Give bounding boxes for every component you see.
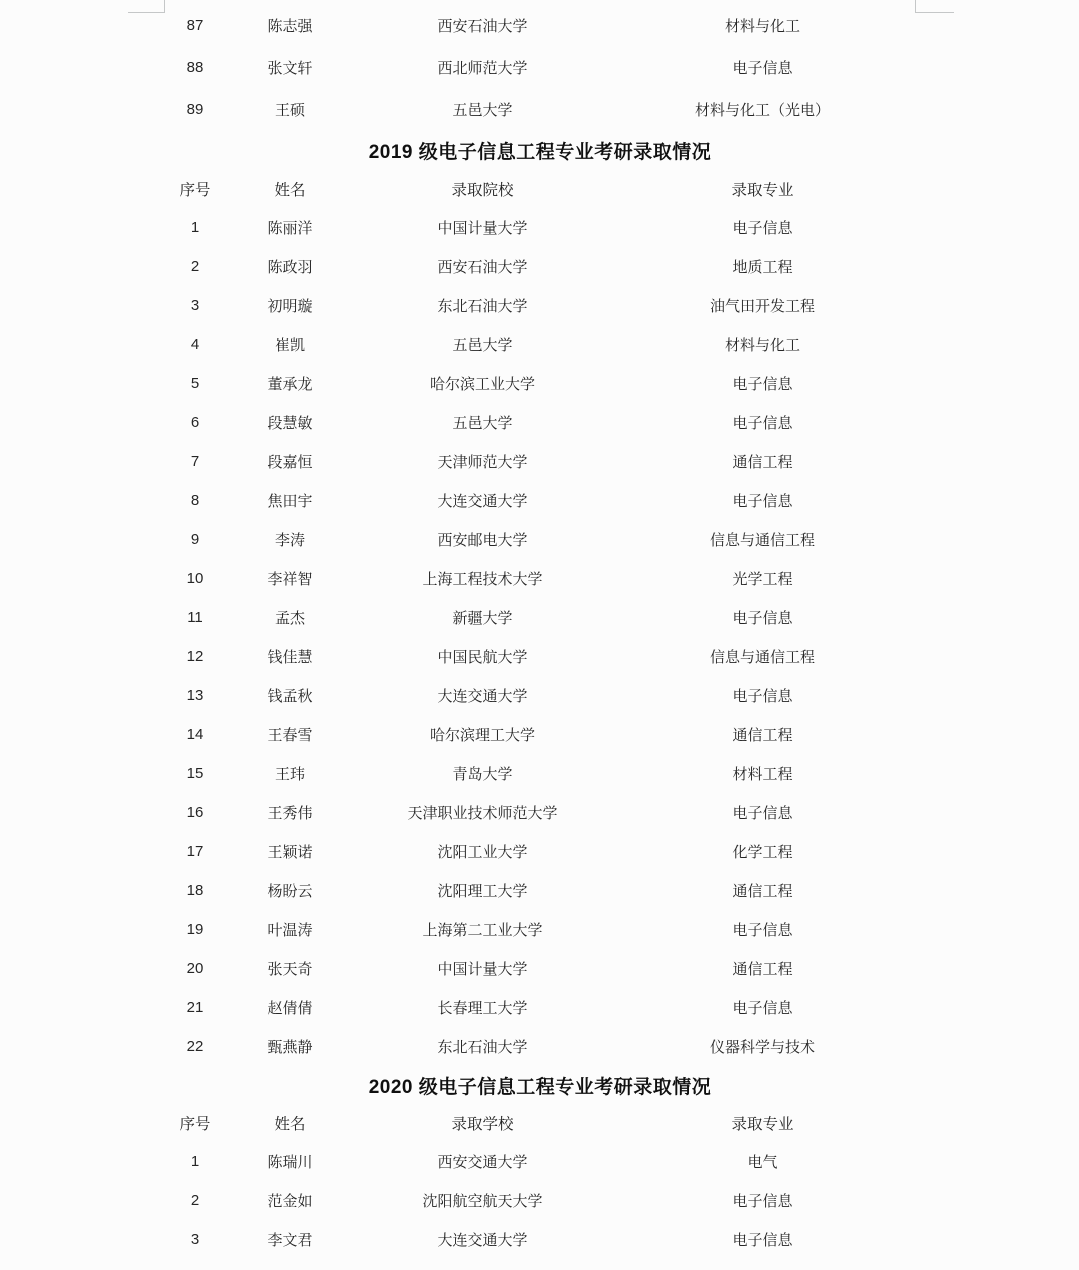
cell-admitted-school: 大连交通大学 (437, 1232, 528, 1249)
header-admitted-school: 录取学校 (451, 1116, 514, 1133)
cell-admitted-major: 光学工程 (732, 571, 793, 588)
cell-student-name: 钱佳慧 (267, 649, 313, 666)
table-row (165, 910, 915, 949)
table-row (165, 1220, 915, 1259)
cell-admitted-school: 西安邮电大学 (437, 532, 528, 549)
table-row (165, 481, 915, 520)
cell-student-name: 甄燕静 (267, 1039, 313, 1056)
header-serial-number: 序号 (179, 182, 211, 199)
cell-student-name: 叶温涛 (267, 922, 313, 939)
cell-serial-number: 88 (186, 58, 204, 76)
cell-student-name: 赵倩倩 (267, 1000, 313, 1017)
cell-serial-number: 2 (190, 1192, 200, 1209)
cell-admitted-major: 材料工程 (732, 766, 793, 783)
table-row (165, 442, 915, 481)
cell-admitted-school: 长春理工大学 (437, 1000, 528, 1017)
table-row (165, 598, 915, 637)
cell-admitted-major: 化学工程 (732, 844, 793, 861)
cell-serial-number: 14 (186, 726, 204, 743)
cell-admitted-major: 电子信息 (732, 1000, 793, 1017)
cell-admitted-school: 中国计量大学 (437, 961, 528, 978)
cell-admitted-major: 电子信息 (732, 220, 793, 237)
cell-student-name: 段嘉恒 (267, 454, 313, 471)
cell-serial-number: 6 (190, 414, 200, 431)
table-row (165, 637, 915, 676)
cell-student-name: 陈政羽 (267, 259, 313, 276)
cell-admitted-major: 电子信息 (732, 922, 793, 939)
cell-admitted-major: 信息与通信工程 (709, 649, 815, 666)
cell-admitted-school: 天津师范大学 (437, 454, 528, 471)
cell-serial-number: 5 (190, 375, 200, 392)
table-row (165, 871, 915, 910)
cell-admitted-school: 五邑大学 (452, 337, 513, 354)
cell-student-name: 王春雪 (267, 727, 313, 744)
table-row (165, 46, 915, 88)
table-row (165, 364, 915, 403)
cell-admitted-school: 五邑大学 (452, 415, 513, 432)
table-row (165, 832, 915, 871)
table-body-2020 (165, 1142, 915, 1259)
cell-admitted-major: 电子信息 (732, 415, 793, 432)
page-corner-mark-left (128, 0, 165, 13)
cell-admitted-major: 电子信息 (732, 805, 793, 822)
cell-admitted-major: 通信工程 (732, 727, 793, 744)
table-row (165, 1181, 915, 1220)
cell-student-name: 陈志强 (267, 17, 313, 35)
cell-serial-number: 1 (190, 219, 200, 236)
cell-admitted-major: 电子信息 (732, 610, 793, 627)
table-row (165, 1142, 915, 1181)
cell-admitted-school: 东北石油大学 (437, 298, 528, 315)
cell-student-name: 陈瑞川 (267, 1154, 313, 1171)
document-page (165, 0, 915, 1259)
cell-student-name: 张文轩 (267, 59, 313, 77)
cell-admitted-school: 哈尔滨理工大学 (429, 727, 535, 744)
cell-admitted-major: 通信工程 (732, 883, 793, 900)
cell-admitted-school: 新疆大学 (452, 610, 513, 627)
cell-serial-number: 16 (186, 804, 204, 821)
cell-student-name: 杨盼云 (267, 883, 313, 900)
cell-student-name: 焦田宇 (267, 493, 313, 510)
table-title-2019: 2019 级电子信息工程专业考研录取情况 (368, 141, 712, 163)
cell-student-name: 董承龙 (267, 376, 313, 393)
cell-serial-number: 8 (190, 492, 200, 509)
header-admitted-major: 录取专业 (731, 182, 794, 199)
cell-admitted-school: 西北师范大学 (437, 59, 528, 77)
cell-student-name: 崔凯 (274, 337, 305, 354)
header-admitted-school: 录取院校 (451, 182, 514, 199)
table-header-2019 (165, 170, 915, 208)
table-row (165, 403, 915, 442)
cell-admitted-major: 电子信息 (732, 688, 793, 705)
cell-serial-number: 9 (190, 531, 200, 548)
table-title-2020: 2020 级电子信息工程专业考研录取情况 (368, 1076, 712, 1098)
cell-admitted-school: 西安石油大学 (437, 259, 528, 276)
cell-serial-number: 87 (186, 16, 204, 34)
cell-admitted-major: 电子信息 (732, 493, 793, 510)
cell-admitted-major: 油气田开发工程 (709, 298, 815, 315)
cell-admitted-major: 通信工程 (732, 454, 793, 471)
table-row (165, 520, 915, 559)
cell-admitted-school: 中国计量大学 (437, 220, 528, 237)
cell-admitted-school: 西安石油大学 (437, 17, 528, 35)
cell-admitted-major: 电气 (747, 1154, 778, 1171)
cell-student-name: 王秀伟 (267, 805, 313, 822)
header-student-name: 姓名 (274, 1116, 306, 1133)
cell-serial-number: 2 (190, 258, 200, 275)
cell-admitted-school: 沈阳理工大学 (437, 883, 528, 900)
cell-admitted-school: 大连交通大学 (437, 493, 528, 510)
cell-serial-number: 11 (187, 609, 203, 626)
cell-admitted-school: 东北石油大学 (437, 1039, 528, 1056)
cell-admitted-school: 中国民航大学 (437, 649, 528, 666)
cell-student-name: 钱孟秋 (267, 688, 313, 705)
cell-admitted-major: 材料与化工 (724, 17, 800, 35)
cell-student-name: 陈丽洋 (267, 220, 313, 237)
cell-serial-number: 21 (186, 999, 204, 1016)
cell-admitted-school: 哈尔滨工业大学 (429, 376, 535, 393)
cell-admitted-school: 青岛大学 (452, 766, 513, 783)
cell-admitted-major: 电子信息 (732, 1232, 793, 1249)
table-row (165, 754, 915, 793)
cell-student-name: 王硕 (274, 101, 305, 119)
cell-admitted-major: 材料与化工 (724, 337, 800, 354)
cell-student-name: 李涛 (274, 532, 305, 549)
cell-serial-number: 1 (190, 1153, 200, 1170)
cell-student-name: 初明璇 (267, 298, 313, 315)
cell-admitted-school: 上海工程技术大学 (422, 571, 543, 588)
cell-admitted-major: 信息与通信工程 (709, 532, 815, 549)
table-row (165, 559, 915, 598)
header-student-name: 姓名 (274, 182, 306, 199)
cell-admitted-school: 沈阳工业大学 (437, 844, 528, 861)
table-row (165, 1027, 915, 1066)
cell-admitted-major: 仪器科学与技术 (709, 1039, 815, 1056)
cell-serial-number: 18 (186, 882, 204, 899)
cell-serial-number: 17 (186, 843, 204, 860)
page-corner-mark-right (915, 0, 954, 13)
table-header-2020 (165, 1104, 915, 1142)
table-row (165, 247, 915, 286)
table-row (165, 793, 915, 832)
table-row (165, 715, 915, 754)
cell-serial-number: 4 (190, 336, 200, 353)
header-serial-number: 序号 (179, 1116, 211, 1133)
header-admitted-major: 录取专业 (731, 1116, 794, 1133)
cell-serial-number: 20 (186, 960, 204, 977)
cell-admitted-major: 电子信息 (732, 59, 793, 77)
cell-admitted-major: 电子信息 (732, 376, 793, 393)
cell-admitted-school: 上海第二工业大学 (422, 922, 543, 939)
cell-student-name: 范金如 (267, 1193, 313, 1210)
cell-serial-number: 89 (186, 100, 204, 118)
cell-student-name: 孟杰 (274, 610, 305, 627)
cell-admitted-major: 材料与化工（光电） (694, 101, 830, 119)
table-row (165, 286, 915, 325)
cell-serial-number: 10 (186, 570, 204, 587)
table-row (165, 949, 915, 988)
cell-serial-number: 7 (190, 453, 200, 470)
cell-student-name: 李祥智 (267, 571, 313, 588)
cell-admitted-school: 天津职业技术师范大学 (407, 805, 558, 822)
cell-student-name: 李文君 (267, 1232, 313, 1249)
table-row (165, 4, 915, 46)
table-body-2019 (165, 208, 915, 1066)
cell-admitted-school: 西安交通大学 (437, 1154, 528, 1171)
cell-admitted-major: 地质工程 (732, 259, 793, 276)
table-row (165, 88, 915, 130)
cell-serial-number: 22 (186, 1038, 204, 1055)
table-row (165, 208, 915, 247)
cell-admitted-school: 沈阳航空航天大学 (422, 1193, 543, 1210)
table-row (165, 988, 915, 1027)
cell-admitted-school: 五邑大学 (452, 101, 513, 119)
cell-student-name: 张天奇 (267, 961, 313, 978)
cell-serial-number: 13 (186, 687, 204, 704)
previous-table-tail (165, 0, 915, 130)
cell-serial-number: 12 (186, 648, 204, 665)
cell-serial-number: 3 (190, 297, 200, 314)
cell-student-name: 王玮 (274, 766, 305, 783)
table-row (165, 325, 915, 364)
cell-serial-number: 15 (186, 765, 204, 782)
cell-student-name: 段慧敏 (267, 415, 313, 432)
cell-student-name: 王颖诺 (267, 844, 313, 861)
cell-serial-number: 3 (190, 1231, 200, 1248)
cell-admitted-major: 通信工程 (732, 961, 793, 978)
cell-admitted-school: 大连交通大学 (437, 688, 528, 705)
cell-serial-number: 19 (186, 921, 204, 938)
cell-admitted-major: 电子信息 (732, 1193, 793, 1210)
table-row (165, 676, 915, 715)
